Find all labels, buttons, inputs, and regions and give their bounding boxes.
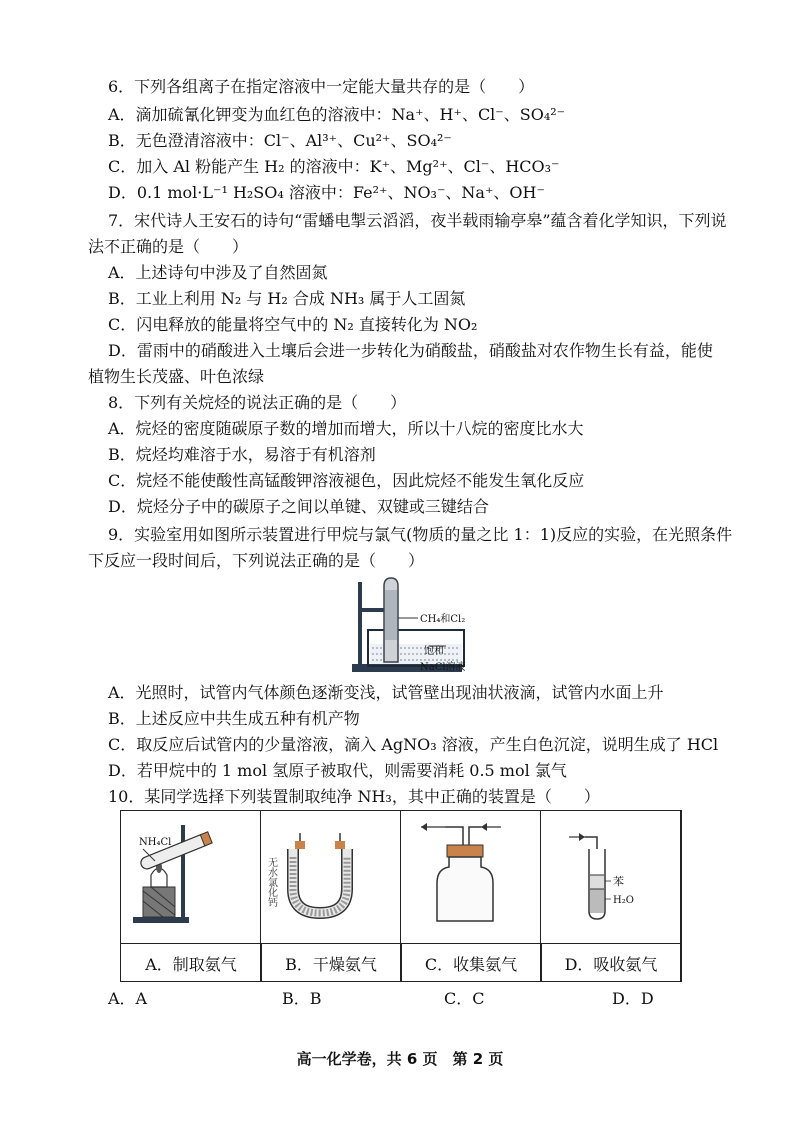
q9-option-b: B．上述反应中共生成五种有机产物 (108, 709, 360, 728)
gas-collection-bottle-figure (401, 811, 539, 941)
label-ch4-cl2: CH₄和Cl₂ (420, 614, 466, 625)
q10-stem: 10．某同学选择下列装置制取纯净 NH₃，其中正确的装置是（ ） (108, 787, 600, 806)
q10-answer-b: B．B (282, 989, 322, 1008)
q10-answer-d: D．D (612, 989, 654, 1008)
q8-option-b: B．烷烃均难溶于水，易溶于有机溶剂 (108, 445, 376, 464)
q8-option-a: A．烷烃的密度随碳原子数的增加而增大，所以十八烷的密度比水大 (108, 419, 584, 438)
q10-answer-a: A．A (108, 989, 148, 1008)
label-nh4cl: NH₄Cl (139, 837, 172, 848)
q6-stem: 6．下列各组离子在指定溶液中一定能大量共存的是（ ） (108, 77, 535, 96)
label-saturated: 饱和 (424, 646, 444, 657)
q7-option-b: B．工业上利用 N₂ 与 H₂ 合成 NH₃ 属于人工固氮 (108, 289, 466, 308)
q9-option-a: A．光照时，试管内气体颜色逐渐变浅，试管壁出现油状液滴，试管内水面上升 (108, 683, 664, 702)
q8-option-d: D．烷烃分子中的碳原子之间以单键、双键或三键结合 (108, 497, 489, 516)
q7-option-c: C．闪电释放的能量将空气中的 N₂ 直接转化为 NO₂ (108, 315, 478, 334)
q8-stem: 8．下列有关烷烃的说法正确的是（ ） (108, 393, 407, 412)
q6-option-d: D．0.1 mol·L⁻¹ H₂SO₄ 溶液中：Fe²⁺、NO₃⁻、Na⁺、OH⁻ (108, 183, 545, 202)
methane-chlorination-apparatus-figure (340, 574, 510, 678)
u-tube-drying-figure (261, 811, 399, 941)
caption-a: A．制取氨气 (121, 944, 262, 982)
q8-option-c: C．烷烃不能使酸性高锰酸钾溶液褪色，因此烷烃不能发生氧化反应 (108, 471, 585, 490)
q7-stem-line1: 7．宋代诗人王安石的诗句“雷蟠电掣云滔滔，夜半载雨输亭皋”蕴含着化学知识，下列说 (108, 211, 727, 230)
q9-option-c: C．取反应后试管内的少量溶液，滴入 AgNO₃ 溶液，产生白色沉淀，说明生成了 HCl (108, 735, 719, 754)
nh4cl-heating-apparatus-figure (121, 811, 259, 941)
q7-stem-line2: 法不正确的是（ ） (88, 237, 249, 256)
label-anhydrous-cacl2: 无水氯化钙 (265, 857, 277, 907)
ammonia-absorption-tube-figure (541, 811, 679, 941)
apparatus-table (120, 810, 682, 982)
q6-option-a: A．滴加硫氰化钾变为血红色的溶液中：Na⁺、H⁺、Cl⁻、SO₄²⁻ (108, 105, 566, 124)
apparatus-captions-row (121, 943, 681, 982)
label-nacl-solution: NaCl溶液 (420, 662, 466, 673)
q9-stem-line2: 下反应一段时间后，下列说法正确的是（ ） (88, 551, 425, 570)
q6-option-c: C．加入 Al 粉能产生 H₂ 的溶液中：K⁺、Mg²⁺、Cl⁻、HCO₃⁻ (108, 157, 560, 176)
q9-stem-line1: 9．实验室用如图所示装置进行甲烷与氯气(物质的量之比 1：1)反应的实验，在光照条件 (108, 525, 733, 544)
stand-rod (358, 582, 362, 666)
caption-c: C．收集氨气 (401, 944, 542, 982)
q7-option-a: A．上述诗句中涉及了自然固氮 (108, 263, 328, 282)
caption-b: B．干燥氨气 (261, 944, 402, 982)
q7-option-d-line2: 植物生长茂盛、叶色浓绿 (88, 367, 265, 386)
q7-option-d-line1: D．雷雨中的硝酸进入土壤后会进一步转化为硝酸盐，硝酸盐对农作物生长有益，能使 (108, 341, 713, 360)
label-benzene: 苯 (613, 875, 624, 888)
q9-option-d: D．若甲烷中的 1 mol 氢原子被取代，则需要消耗 0.5 mol 氯气 (108, 761, 567, 780)
q10-answer-c: C．C (444, 989, 485, 1008)
q6-option-b: B．无色澄清溶液中：Cl⁻、Al³⁺、Cu²⁺、SO₄²⁻ (108, 131, 452, 150)
page-footer: 高一化学卷，共 6 页 第 2 页 (296, 1050, 504, 1068)
label-water: H₂O (613, 895, 634, 906)
caption-d: D．吸收氨气 (564, 955, 658, 974)
